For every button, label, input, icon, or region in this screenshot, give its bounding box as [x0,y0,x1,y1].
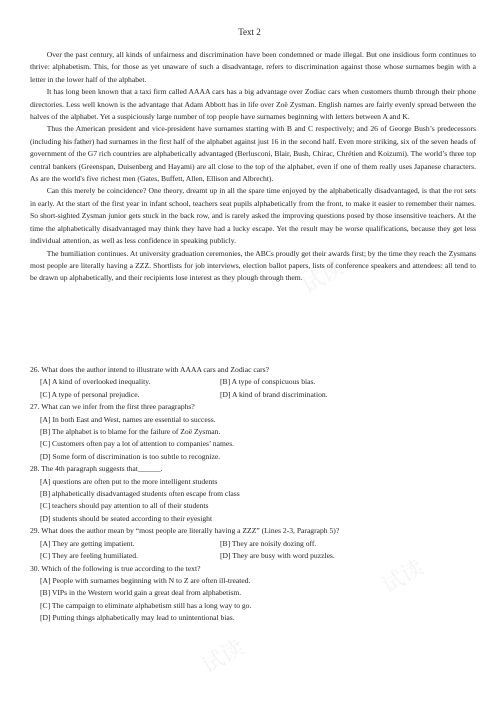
option: [D] They are busy with word puzzles. [220,551,335,561]
paragraph: It has long been known that a taxi firm called AAAA cars has a big advantage over Zodiac cars when customers thumb through their phone directories. Less well known is the advantage that Adam Abbott has in life over Zoë Zysman. English names are fairly evenly spread between the halves of the alphabet. Yet a suspiciously large number of top people have surnames beginning with letters between A and K. [30,87,476,122]
option: [C] teachers should pay attention to all of their students [40,501,209,511]
option: [D] students should be seated according to their eyesight [40,513,213,523]
option-grid [30,538,476,563]
watermark: 试读 [297,255,349,300]
option: [A] A kind of overlooked inequality. [40,377,151,387]
option: [D] A kind of brand discrimination. [220,389,328,399]
question-stem: 28. The 4th paragraph suggests that______. [30,464,163,474]
watermark: 试读 [117,415,169,460]
option: [A] questions are often put to the more intelligent students [40,476,218,486]
paragraph: The humiliation continues. At university graduation ceremonies, the ABCs proudly get their awards first; by the time they reach the Zysmans most people are literally having a ZZZ. Shortlists for job interviews, election ballot papers, lists of conference speakers and attendees: all tend to be drawn up alphabetically, and their recipients lose interest as they plough through them. [30,248,476,283]
option: [C] They are feeling humiliated. [40,551,138,561]
paragraph: Thus the American president and vice-president have surnames starting with B and C respectively; and 26 of George Bush’s predecessors (including his father) had surnames in the first half of the alphabet against just 16 in the second half. Even more striking, six of the seven heads of government of the G7 rich countries are alphabetically advantaged (Berlusconi, Blair, Bush, Chirac, Chrétien and Koizumi). The world’s three top central bankers (Greenspan, Duisenberg and Hayami) are all close to the top of the alphabet, even if one of them really uses Japanese characters. As are the world's five richest men (Gates, Buffett, Allen, Ellison and Albrecht). [30,124,476,184]
page-title: Text 2 [238,27,261,37]
option: [A] People with surnames beginning with N to Z are often ill-treated. [40,575,251,585]
option: [D] Putting things alphabetically may lead to unintentional bias. [40,613,235,623]
option: [C] Customers often pay a lot of attention to companies’ names. [40,439,235,449]
questions [30,364,476,625]
option: [B] A type of conspicuous bias. [220,377,316,387]
option: [B] The alphabet is to blame for the failure of Zoë Zysman. [40,427,221,437]
option-list [30,476,476,526]
watermark: 试读 [377,555,429,600]
watermark: 试读 [197,635,249,680]
option: [B] VIPs in the Western world gain a great deal from alphabetism. [40,588,242,598]
option-list [30,575,476,625]
question-stem: 29. What does the author mean by “most people are literally having a ZZZ” (Lines 2-3, Paragraph 5)? [30,526,340,536]
paragraph: Can this merely be coincidence? One theory, dreamt up in all the spare time enjoyed by the alphabetically disadvantaged, is that the rot sets in early. At the start of the first year in infant school, teachers seat pupils alphabetically from the front, to make it easier to remember their names. So short-sighted Zysman junior gets stuck in the back row, and is rarely asked the improving questions posed by those insensitive teachers. At the time the alphabetically disadvantaged may think they have had a lucky escape. Yet the result may be worse qualifications, because they get less individual attention, as well as less confidence in speaking publicly. [30,186,476,246]
option: [B] They are noisily dozing off. [220,538,317,548]
watermark: 试读 [57,115,109,160]
option-list [30,414,476,464]
passage [30,49,476,285]
question-stem: 26. What does the author intend to illustrate with AAAA cars and Zodiac cars? [30,365,269,374]
option: [B] alphabetically disadvantaged students often escape from class [40,489,240,499]
paragraph: Over the past century, all kinds of unfairness and discrimination have been condemned or made illegal. But one insidious form continues to thrive: alphabetism. This, for those as yet unaware of such a disadvantage, refers to discrimination against those whose surnames begin with a letter in the lower half of the alphabet. [30,50,476,84]
option: [A] They are getting impatient. [40,538,135,548]
option: [C] The campaign to eliminate alphabetism still has a long way to go. [40,600,252,610]
option: [C] A type of personal prejudice. [40,389,140,399]
option-grid [30,376,476,401]
question-stem: 30. Which of the following is true according to the text? [30,563,201,573]
option: [A] In both East and West, names are essential to success. [40,414,216,424]
question-stem: 27. What can we infer from the first three paragraphs? [30,402,195,412]
option: [D] Some form of discrimination is too subtle to recognize. [40,451,221,461]
